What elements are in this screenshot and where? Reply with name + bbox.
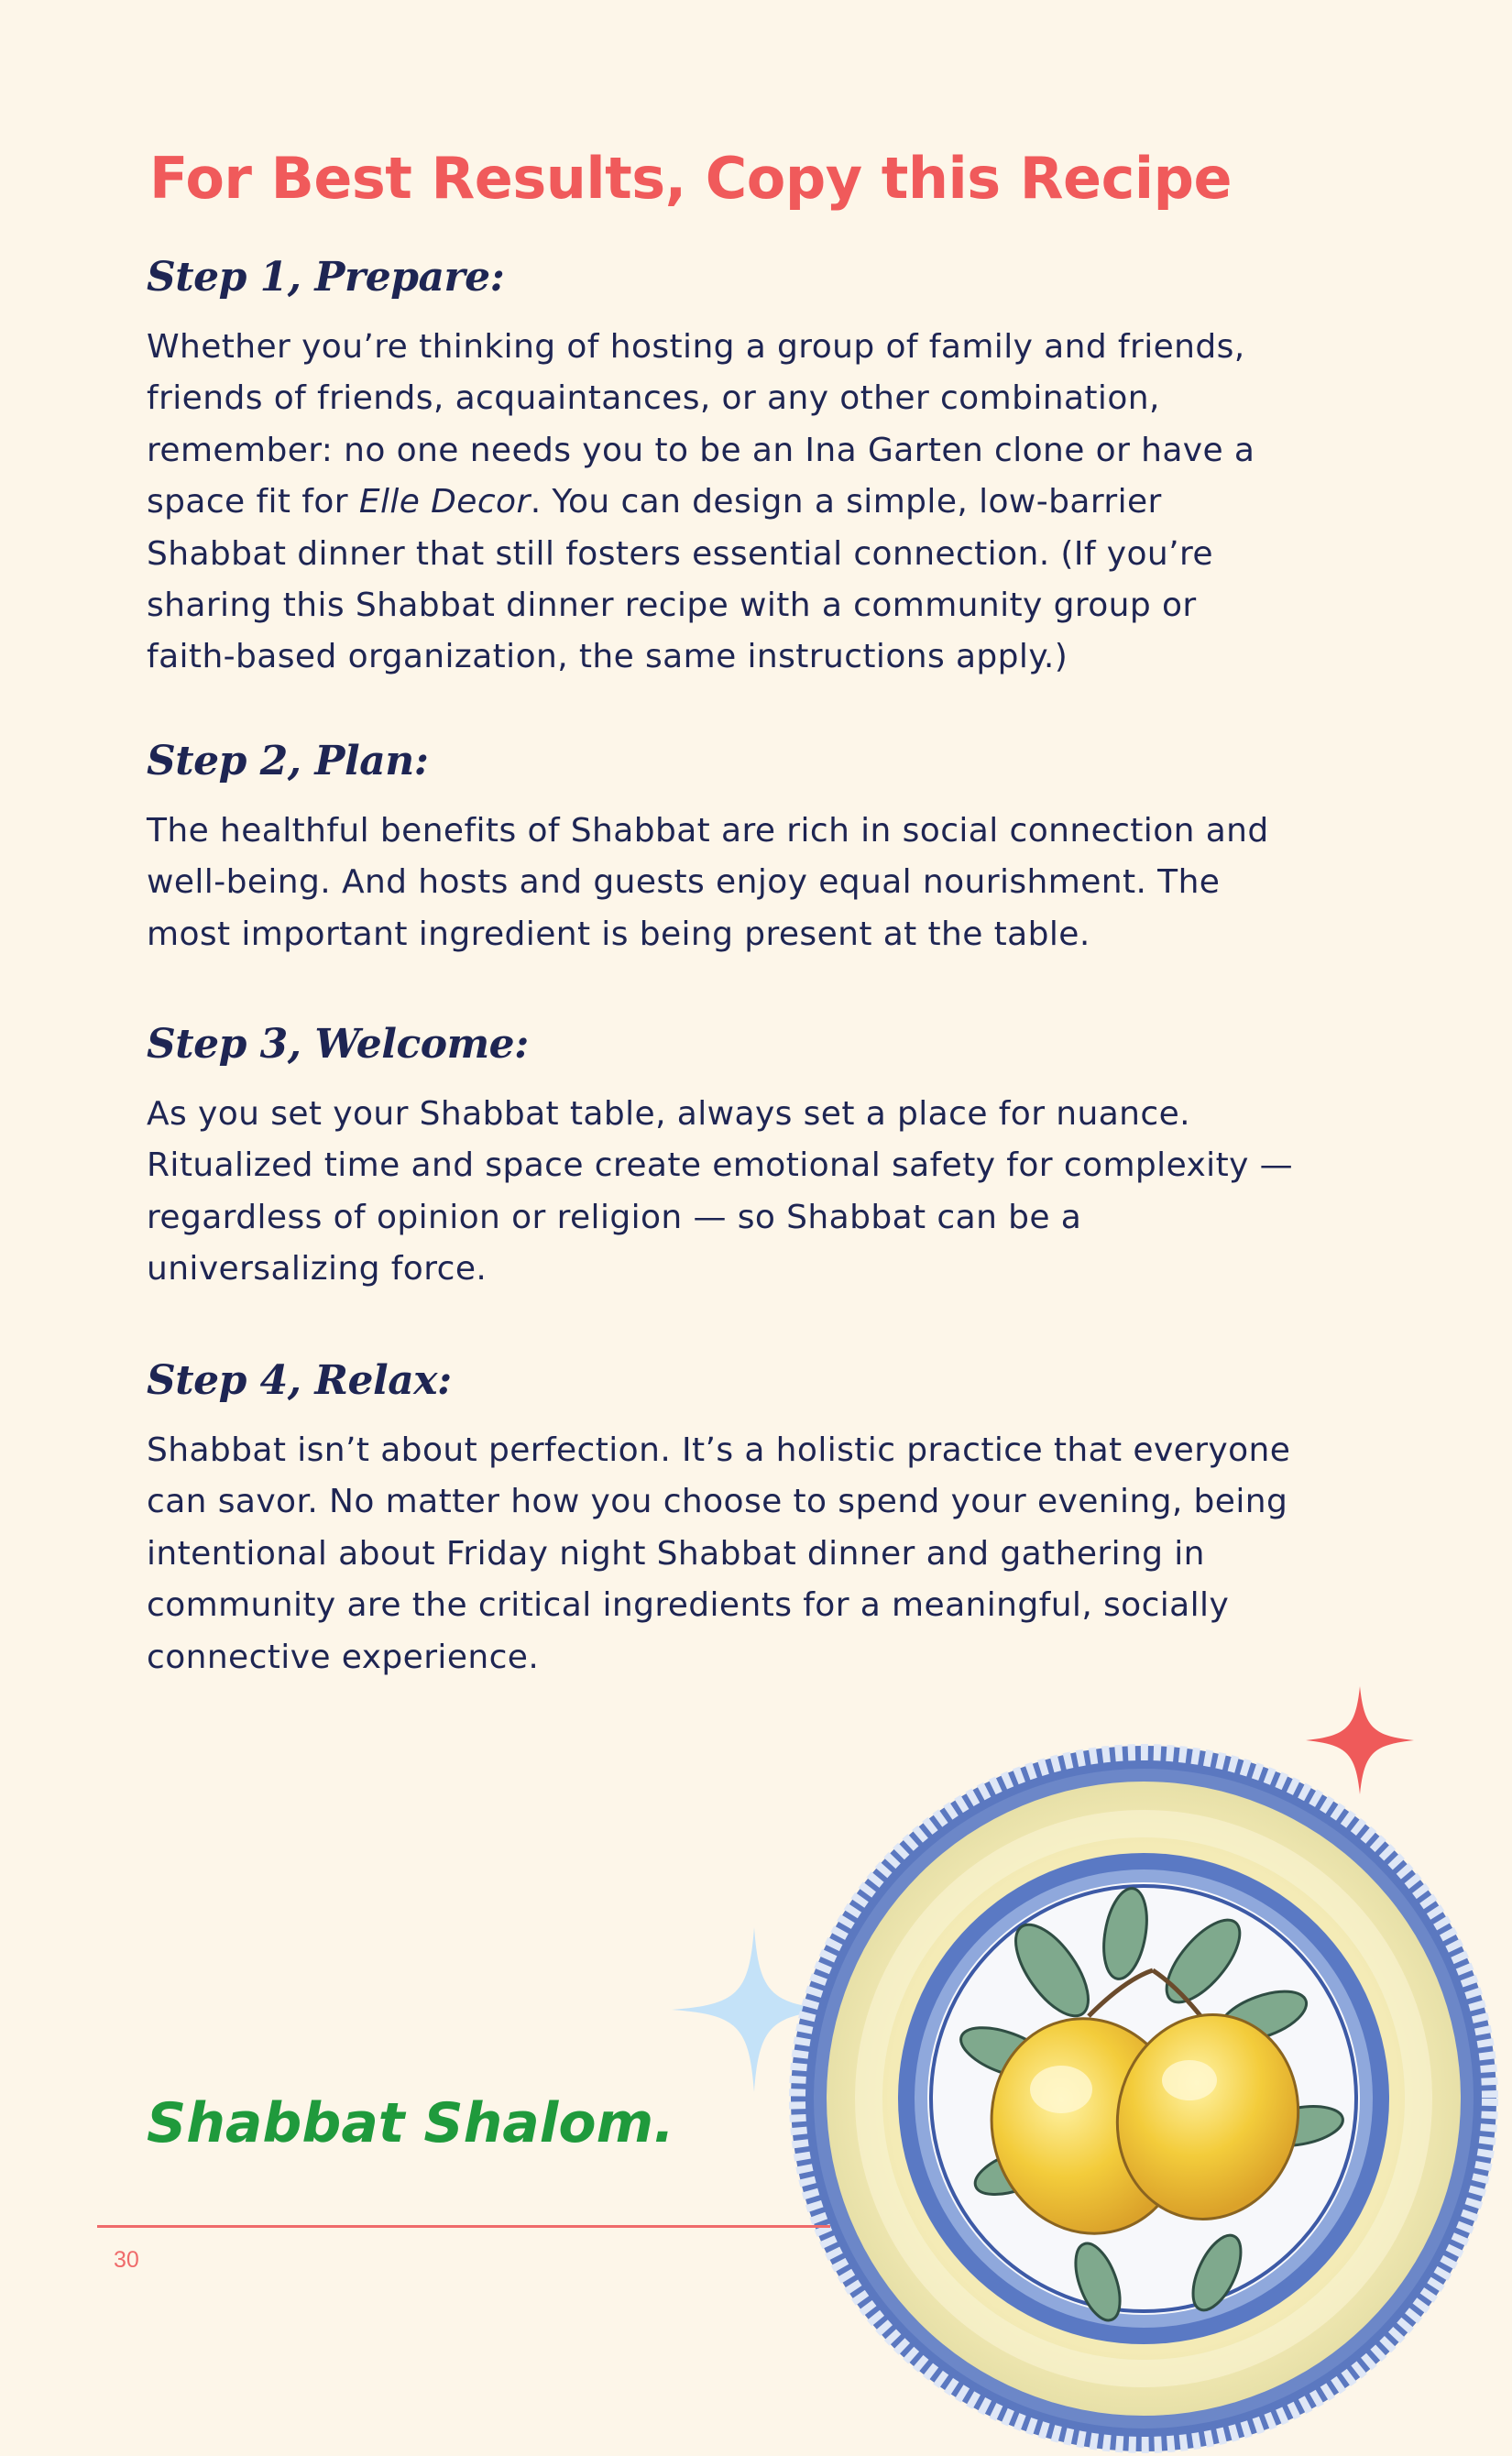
body-line: Ritualized time and space create emotional safety for complexity — xyxy=(147,1146,1294,1185)
step-heading: Step 3, Welcome: xyxy=(147,1021,529,1068)
body-line-end: . You can design a simple, low-barrier xyxy=(530,483,1162,521)
body-line: intentional about Friday night Shabbat dinner and gathering in xyxy=(147,1534,1205,1573)
body-line: Shabbat dinner that still fosters essential connection. (If you’re xyxy=(147,534,1213,573)
magazine-title: Elle Decor xyxy=(358,483,531,521)
step-body xyxy=(147,1089,1365,1296)
body-line: faith-based organization, the same instructions apply.) xyxy=(147,638,1068,676)
body-line xyxy=(147,477,1365,528)
step-heading: Step 1, Prepare: xyxy=(147,254,505,301)
closing-greeting: Shabbat Shalom. xyxy=(147,2091,674,2155)
body-line: can savor. No matter how you choose to spend your evening, being xyxy=(147,1483,1288,1521)
body-line: remember: no one needs you to be an Ina Garten clone or have a xyxy=(147,431,1255,469)
body-line: The healthful benefits of Shabbat are rich in social connection and xyxy=(147,812,1269,850)
body-line: connective experience. xyxy=(147,1638,540,1676)
lemon-plate-illustration xyxy=(786,1741,1501,2456)
step-heading: Step 4, Relax: xyxy=(147,1357,452,1404)
step-body xyxy=(147,1425,1365,1683)
body-line: regardless of opinion or religion — so Shabbat can be a xyxy=(147,1198,1082,1236)
page-number: 30 xyxy=(114,2247,139,2273)
body-line: Whether you’re thinking of hosting a group of family and friends, xyxy=(147,328,1245,366)
page-title: For Best Results, Copy this Recipe xyxy=(149,145,1233,212)
footer-divider xyxy=(97,2225,830,2228)
body-line: Shabbat isn’t about perfection. It’s a holistic practice that everyone xyxy=(147,1431,1291,1469)
step-3 xyxy=(147,1017,1365,1296)
step-body xyxy=(147,806,1365,960)
body-line: universalizing force. xyxy=(147,1250,488,1288)
body-line: community are the critical ingredients for a meaningful, socially xyxy=(147,1586,1230,1625)
body-line-start: space fit for xyxy=(147,483,359,521)
step-4 xyxy=(147,1354,1365,1683)
body-line: well-being. And hosts and guests enjoy equal nourishment. The xyxy=(147,863,1221,902)
step-body xyxy=(147,322,1365,684)
body-line: friends of friends, acquaintances, or any other combination, xyxy=(147,379,1160,418)
body-line: most important ingredient is being present at the table. xyxy=(147,915,1090,953)
step-heading: Step 2, Plan: xyxy=(147,738,429,784)
body-line: As you set your Shabbat table, always set a place for nuance. xyxy=(147,1095,1190,1133)
body-line: sharing this Shabbat dinner recipe with a community group or xyxy=(147,587,1197,625)
step-1 xyxy=(147,250,1365,684)
step-2 xyxy=(147,734,1365,960)
